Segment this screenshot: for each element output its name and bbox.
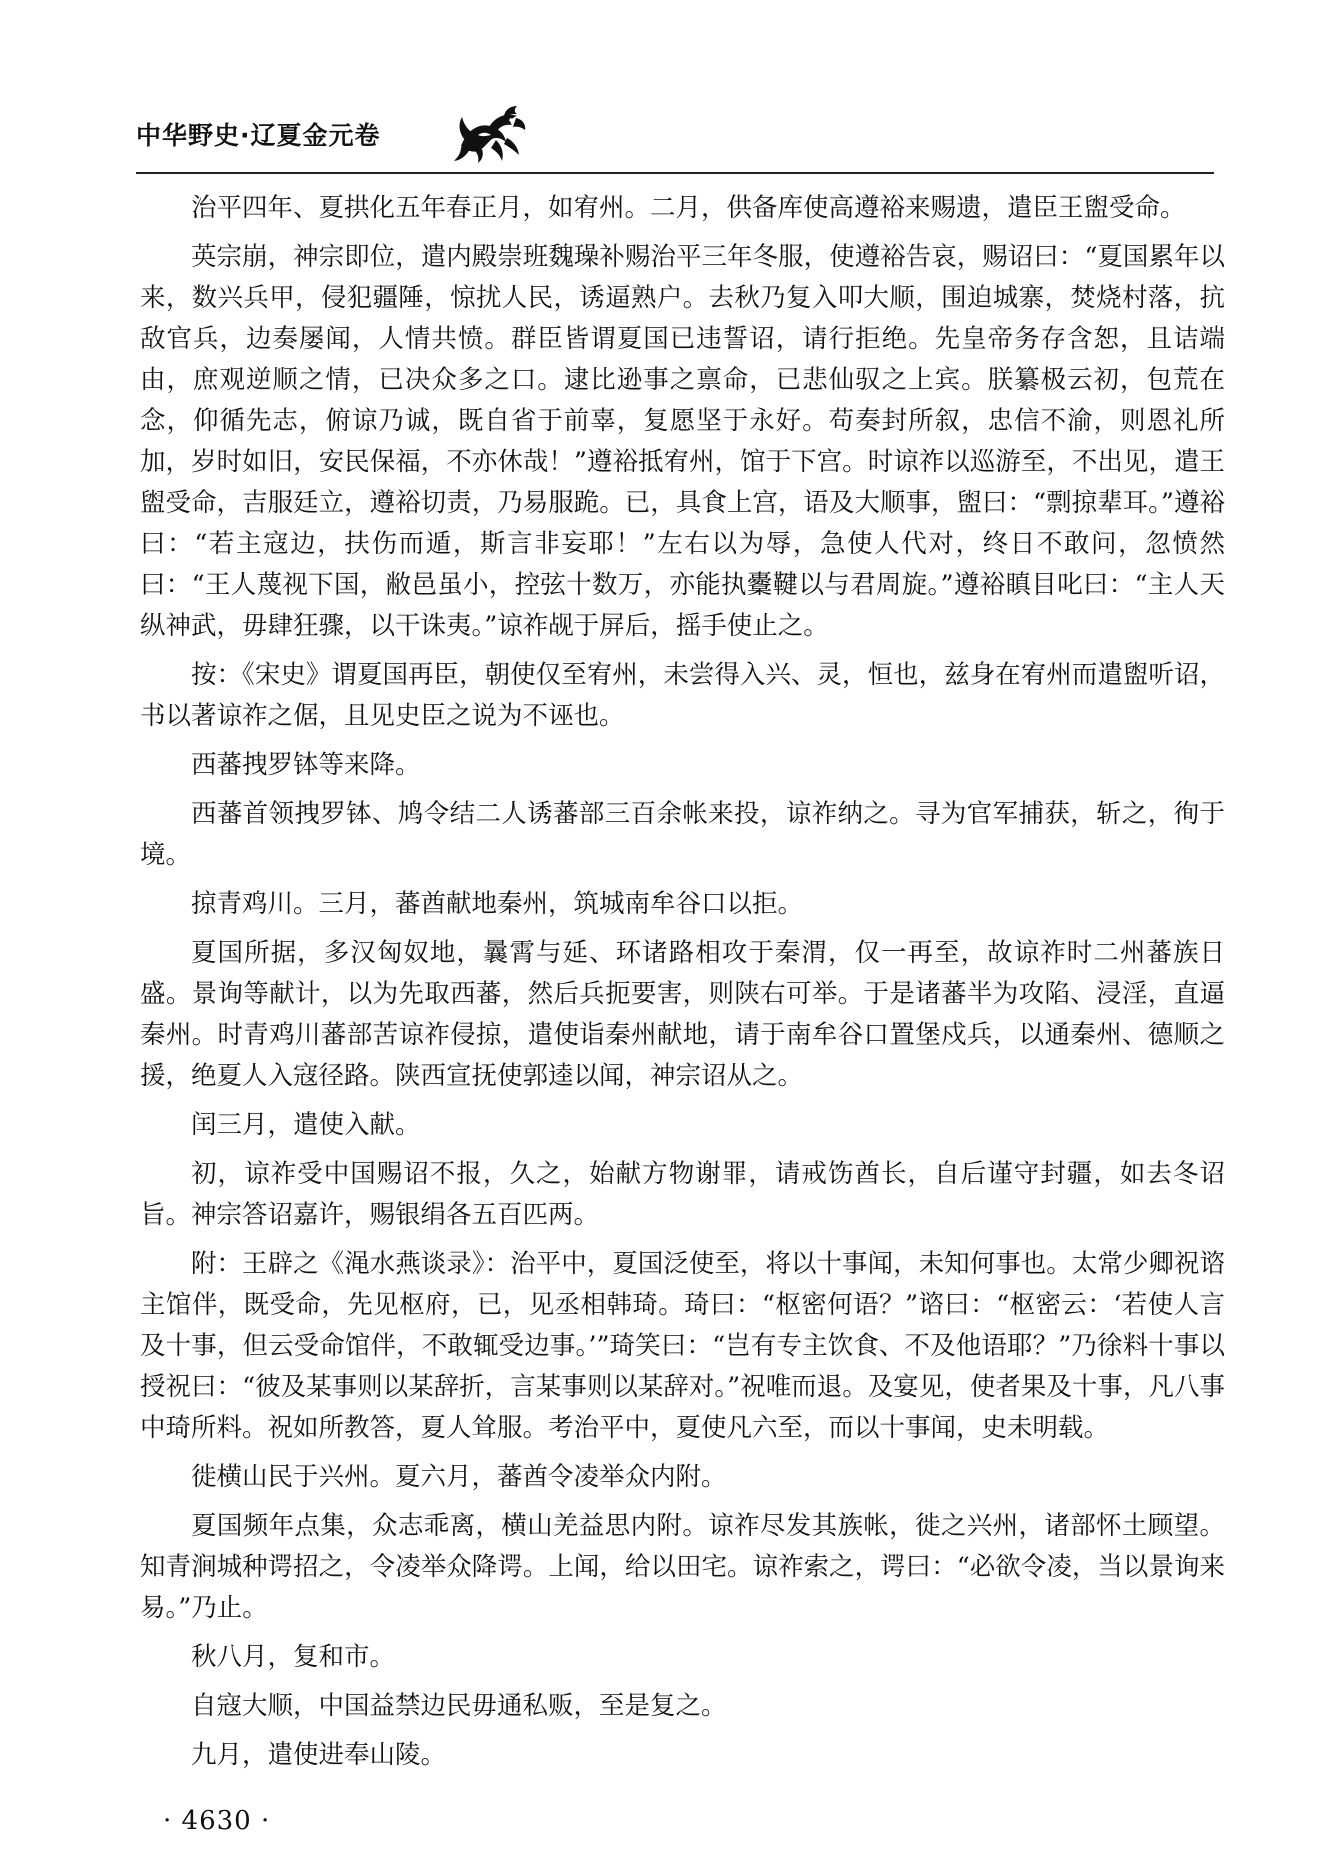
page-number: · 4630 · bbox=[163, 1806, 271, 1836]
paragraph: 西蕃首领拽罗钵、鸠令结二人诱蕃部三百余帐来投，谅祚纳之。寻为官军捕获，斩之，徇于境。 bbox=[140, 799, 1225, 870]
paragraph: 西蕃拽罗钵等来降。 bbox=[191, 750, 421, 780]
paragraph: 附：王辟之《渑水燕谈录》：治平中，夏国泛使至，将以十事闻，未知何事也。太常少卿祝谘主馆伴，既受命，先见枢府，已，见丞相韩琦。琦曰：“枢密何语？”谘曰：“枢密云：‘若使人言及十事，但云受命馆伴，不敢辄受边事。’”琦笑曰：“岂有专主饮食、不及他语耶？”乃徐料十事以授祝曰：“彼及某事则以某辞折，言某事则以某辞对。”祝唯而退。及宴见，使者果及十事，凡八事中琦所料。祝如所教答，夏人耸服。考治平中，夏使凡六至，而以十事闻，史未明载。 bbox=[140, 1249, 1225, 1443]
paragraph: 九月，遣使进奉山陵。 bbox=[191, 1740, 447, 1770]
paragraph: 治平四年、夏拱化五年春正月，如宥州。二月，供备库使高遵裕来赐遗，遣臣王盥受命。 bbox=[191, 193, 1186, 223]
paragraph: 英宗崩，神宗即位，遣内殿崇班魏璪补赐治平三年冬服，使遵裕告哀，赐诏曰：“夏国累年以来，数兴兵甲，侵犯疆陲，惊扰人民，诱逼熟户。去秋乃复入叩大顺，围迫城寨，焚烧村落，抗敌官兵，边奏屡闻，人情共愤。群臣皆谓夏国已违誓诏，请行拒绝。先皇帝务存含恕，且诘端由，庶观逆顺之情，已决众多之口。逮比逊事之禀命，已悲仙驭之上宾。朕纂极云初，包荒在念，仰循先志，俯谅乃诚，既自省于前辜，复愿坚于永好。苟奏封所叙，忠信不渝，则恩礼所加，岁时如旧，安民保福，不亦休哉！”遵裕抵宥州，馆于下宫。时谅祚以巡游至，不出见，遣王盥受命，吉服廷立，遵裕切责，乃易服跪。已，具食上宫，语及大顺事，盥曰：“剽掠辈耳。”遵裕曰：“若主寇边，扶伤而遁，斯言非妄耶！”左右以为辱，急使人代对，终日不敢问，忽愤然曰：“王人蔑视下国，敝邑虽小，控弦十数万，亦能执櫜鞬以与君周旋。”遵裕瞋目叱曰：“主人天纵神武，毋肆狂骤，以干诛夷。”谅祚觇于屏后，摇手使止之。 bbox=[140, 242, 1225, 641]
paragraph: 闰三月，遣使入献。 bbox=[191, 1110, 421, 1140]
paragraph: 自寇大顺，中国益禁边民毋通私贩，至是复之。 bbox=[191, 1691, 727, 1721]
paragraph: 夏国所据，多汉匈奴地，曩霄与延、环诸路相攻于秦渭，仅一再至，故谅祚时二州蕃族日盛。景询等献计，以为先取西蕃，然后兵扼要害，则陕右可举。于是诸蕃半为攻陷、浸淫，直逼秦州。时青鸡川蕃部苦谅祚侵掠，遣使诣秦州献地，请于南牟谷口置堡戍兵，以通秦州、德顺之援，绝夏人入寇径路。陕西宣抚使郭逵以闻，神宗诏从之。 bbox=[140, 938, 1225, 1091]
book-title: 中华野史·辽夏金元卷 bbox=[136, 121, 381, 150]
paragraph: 徙横山民于兴州。夏六月，蕃酋令凌举众内附。 bbox=[191, 1462, 727, 1492]
paragraph: 秋八月，复和市。 bbox=[191, 1642, 396, 1672]
dragon-emblem-icon bbox=[451, 104, 529, 164]
paragraph: 掠青鸡川。三月，蕃酋献地秦州，筑城南牟谷口以拒。 bbox=[191, 889, 804, 919]
paragraph: 初，谅祚受中国赐诏不报，久之，始献方物谢罪，请戒饬酋长，自后谨守封疆，如去冬诏旨。神宗答诏嘉许，赐银绢各五百匹两。 bbox=[140, 1159, 1225, 1230]
header-rule bbox=[136, 172, 1214, 174]
paragraph: 按：《宋史》谓夏国再臣，朝使仅至宥州，未尝得入兴、灵，恒也，兹身在宥州而遣盥听诏，书以著谅祚之倨，且见史臣之说为不诬也。 bbox=[140, 660, 1225, 731]
paragraph: 夏国频年点集，众志乖离，横山羌益思内附。谅祚尽发其族帐，徙之兴州，诸部怀土顾望。知青涧城种谔招之，令凌举众降谔。上闻，给以田宅。谅祚索之，谔曰：“必欲令凌，当以景询来易。”乃止。 bbox=[140, 1511, 1225, 1623]
running-header bbox=[136, 104, 529, 164]
main-text bbox=[140, 188, 1225, 1784]
